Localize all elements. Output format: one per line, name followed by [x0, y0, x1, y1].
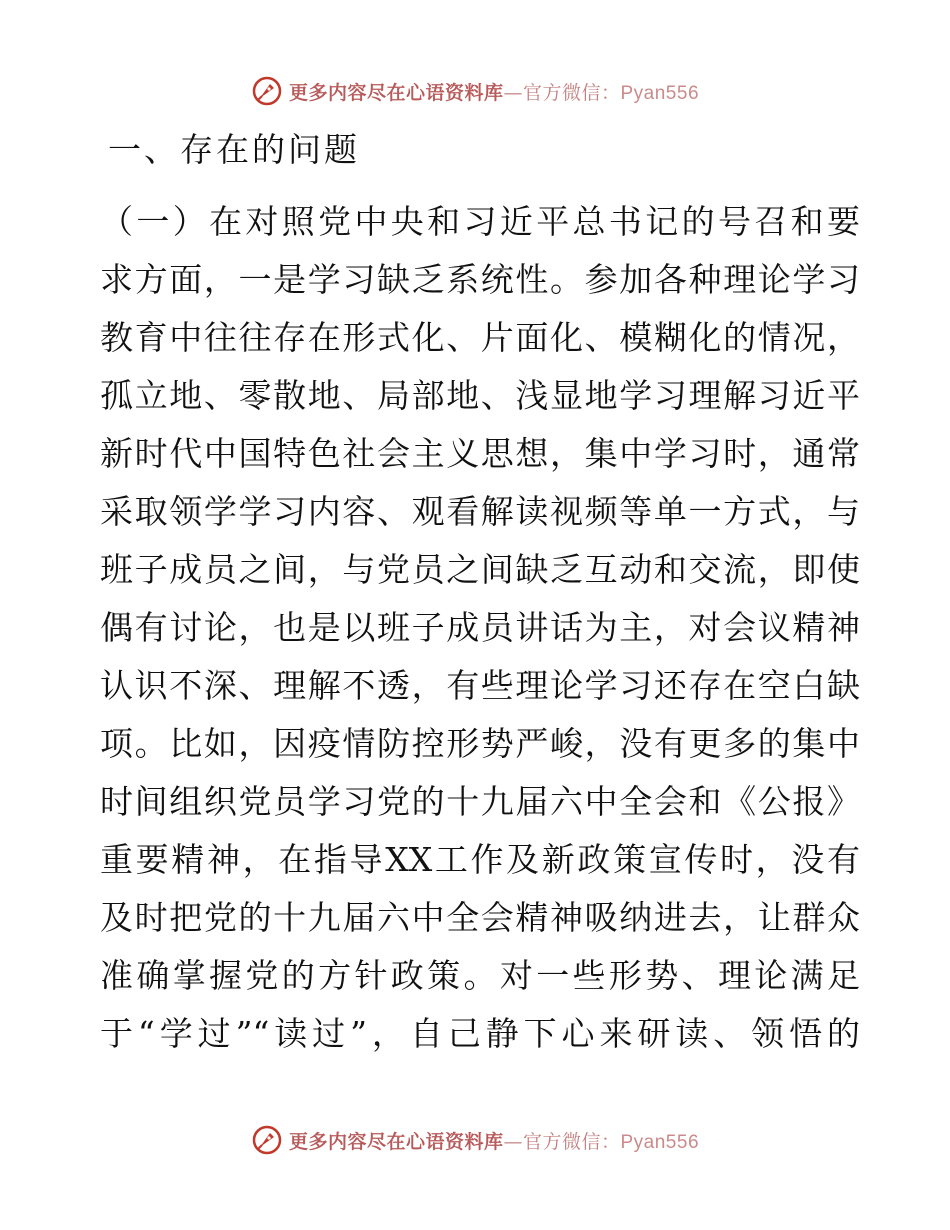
- paragraph-line: 项。比如，因疫情防控形势严峻，没有更多的集中: [100, 724, 860, 763]
- pen-nib-logo-icon: [251, 75, 283, 107]
- section-heading: 一、存在的问题: [108, 130, 360, 169]
- banner-brand: 更多内容尽在心语资料库: [288, 1130, 504, 1153]
- pen-nib-logo-icon: [251, 1124, 283, 1156]
- banner-brand: 更多内容尽在心语资料库: [288, 81, 504, 104]
- paragraph-line: 重要精神，在指导XX工作及新政策宣传时，没有: [100, 840, 860, 879]
- paragraph-line: 求方面，一是学习缺乏系统性。参加各种理论学习: [100, 260, 860, 299]
- paragraph-line: 教育中往往存在形式化、片面化、模糊化的情况，: [100, 318, 860, 357]
- paragraph-line: 认识不深、理解不透，有些理论学习还存在空白缺: [100, 666, 860, 705]
- footer-banner: [0, 1120, 950, 1160]
- paragraph-line: 新时代中国特色社会主义思想，集中学习时，通常: [100, 434, 860, 473]
- banner-dash: —: [503, 81, 523, 104]
- banner-wechat-id: Pyan556: [620, 1131, 700, 1153]
- body-paragraph: [100, 193, 860, 1063]
- paragraph-line: 时间组织党员学习党的十九届六中全会和《公报》: [100, 782, 860, 821]
- banner-wechat-label: 官方微信：: [522, 81, 621, 104]
- paragraph-line: 班子成员之间，与党员之间缺乏互动和交流，即使: [100, 550, 860, 589]
- paragraph-line: 孤立地、零散地、局部地、浅显地学习理解习近平: [100, 376, 860, 415]
- paragraph-line: 准确掌握党的方针政策。对一些形势、理论满足: [100, 956, 860, 995]
- header-banner: [0, 71, 950, 111]
- banner-wechat-label: 官方微信：: [522, 1130, 621, 1153]
- footer-banner-text: [289, 1127, 699, 1154]
- paragraph-line: 偶有讨论，也是以班子成员讲话为主，对会议精神: [100, 608, 860, 647]
- banner-dash: —: [503, 1130, 523, 1153]
- paragraph-line: （一）在对照党中央和习近平总书记的号召和要: [100, 202, 860, 241]
- paragraph-line: 于“学过”“读过”，自己静下心来研读、领悟的: [100, 1014, 860, 1053]
- header-banner-text: [289, 78, 699, 105]
- paragraph-line: 采取领学学习内容、观看解读视频等单一方式，与: [100, 492, 860, 531]
- banner-wechat-id: Pyan556: [620, 82, 700, 104]
- paragraph-line: 及时把党的十九届六中全会精神吸纳进去，让群众: [100, 898, 860, 937]
